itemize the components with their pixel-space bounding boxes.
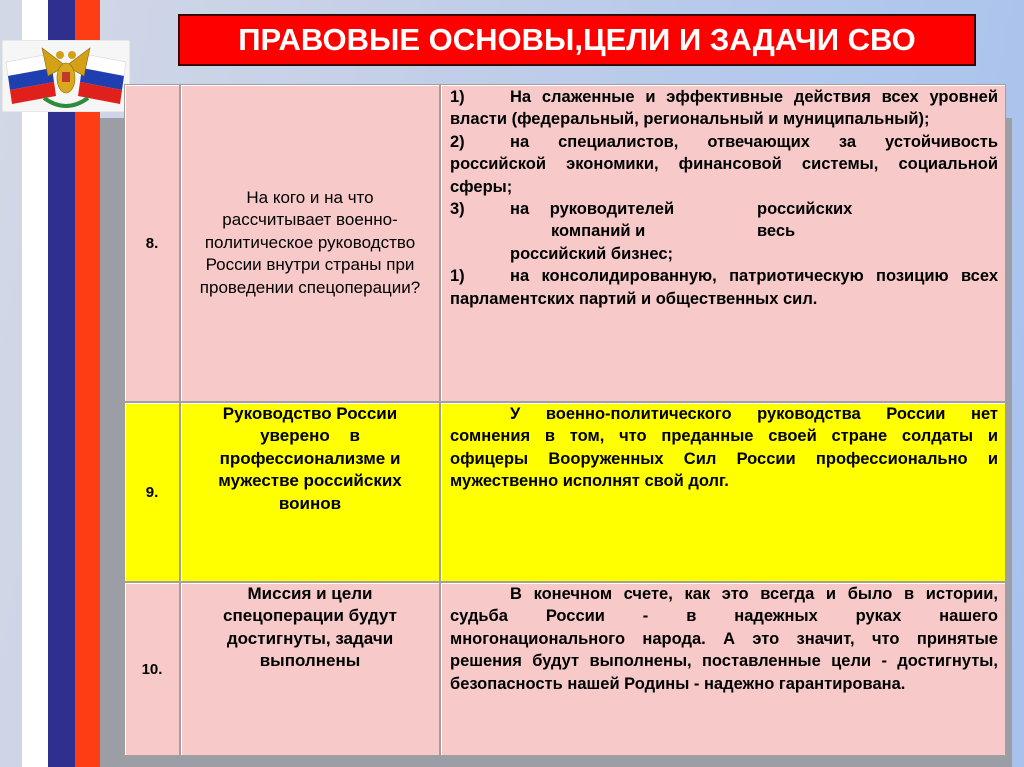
answer-line: У военно-политического руководства России нет — [510, 405, 998, 423]
answer-fragment: компаний и — [551, 222, 646, 241]
question-line: воинов — [278, 493, 342, 513]
question-line: мужестве российских — [218, 471, 402, 491]
stripe-blue — [48, 0, 75, 767]
answer-cell — [440, 84, 1006, 402]
answer-line: судьба России - в надежных руках нашего — [450, 607, 998, 626]
answer-cell — [440, 582, 1006, 756]
stripe-white — [22, 0, 48, 767]
list-item — [450, 198, 998, 265]
answer-fragment: весь — [757, 222, 796, 241]
list-item — [450, 86, 998, 108]
row-number: 9. — [145, 483, 159, 501]
row-number-cell — [124, 402, 180, 582]
answer-line: на консолидированную, патриотическую позицию всех — [510, 267, 998, 286]
question-cell — [180, 84, 440, 402]
answer-line: многонационального народа. А это значит, что принятые — [450, 629, 998, 648]
answer-line: мужественно исполнят свой долг. — [450, 472, 729, 491]
title-banner — [178, 14, 976, 66]
answer-line: сомнения в том, что преданные своей стране солдаты и — [450, 427, 998, 446]
answer-line: На слаженные и эффективные действия всех уровней — [510, 88, 998, 106]
answer-line: В конечном счете, как это всегда и было в истории, — [510, 585, 998, 603]
answer-line: безопасность нашей Родины - надежно гарантирована. — [450, 674, 906, 693]
list-number: 1) — [450, 267, 465, 286]
question-line: проведении спецоперации? — [199, 277, 421, 297]
row-number: 8. — [145, 234, 159, 252]
answer-line: российской экономики, финансовой системы, социальной — [450, 155, 998, 174]
answer-line: власти (федеральный, региональный и муниципальный); — [450, 110, 930, 129]
emblem-icon — [2, 40, 130, 112]
row-number-cell — [124, 582, 180, 756]
question-line: уверено в — [260, 426, 360, 446]
list-item — [450, 265, 998, 287]
answer-line: офицеры Вооруженных Сил России профессионально и — [450, 449, 998, 468]
question-line: России внутри страны при — [205, 255, 415, 275]
answer-fragment: российских — [757, 200, 853, 219]
question-line: достигнуты, задачи — [226, 628, 394, 648]
answer-fragment: на руководителей — [510, 200, 675, 219]
question-cell — [180, 402, 440, 582]
answer-line: решения будут выполнены, поставленные цели - достигнуты, — [450, 652, 998, 671]
list-number: 3) — [450, 200, 465, 219]
question-line: На кого и на что — [246, 187, 374, 207]
list-item — [450, 131, 998, 153]
row-number-cell — [124, 84, 180, 402]
list-number: 2) — [450, 132, 465, 151]
page-title: ПРАВОВЫЕ ОСНОВЫ,ЦЕЛИ И ЗАДАЧИ СВО — [238, 22, 916, 57]
question-line: политическое руководство — [204, 232, 416, 252]
content-table — [124, 84, 1006, 756]
answer-line: сферы; — [450, 177, 513, 196]
row-number: 10. — [141, 660, 163, 678]
list-number: 1) — [450, 88, 465, 106]
question-line: выполнены — [259, 651, 361, 671]
question-line: Руководство России — [222, 404, 398, 423]
answer-line: парламентских партий и общественных сил. — [450, 289, 818, 308]
question-line: Миссия и цели — [247, 584, 373, 603]
question-cell — [180, 582, 440, 756]
question-line: профессионализме и — [219, 448, 401, 468]
answer-line: на специалистов, отвечающих за устойчивость — [510, 132, 998, 151]
stripe-red — [75, 0, 100, 767]
answer-cell — [440, 402, 1006, 582]
question-line: спецоперации будут — [223, 606, 397, 626]
question-line: рассчитывает военно- — [222, 210, 398, 230]
answer-fragment: российский бизнес; — [510, 244, 674, 263]
